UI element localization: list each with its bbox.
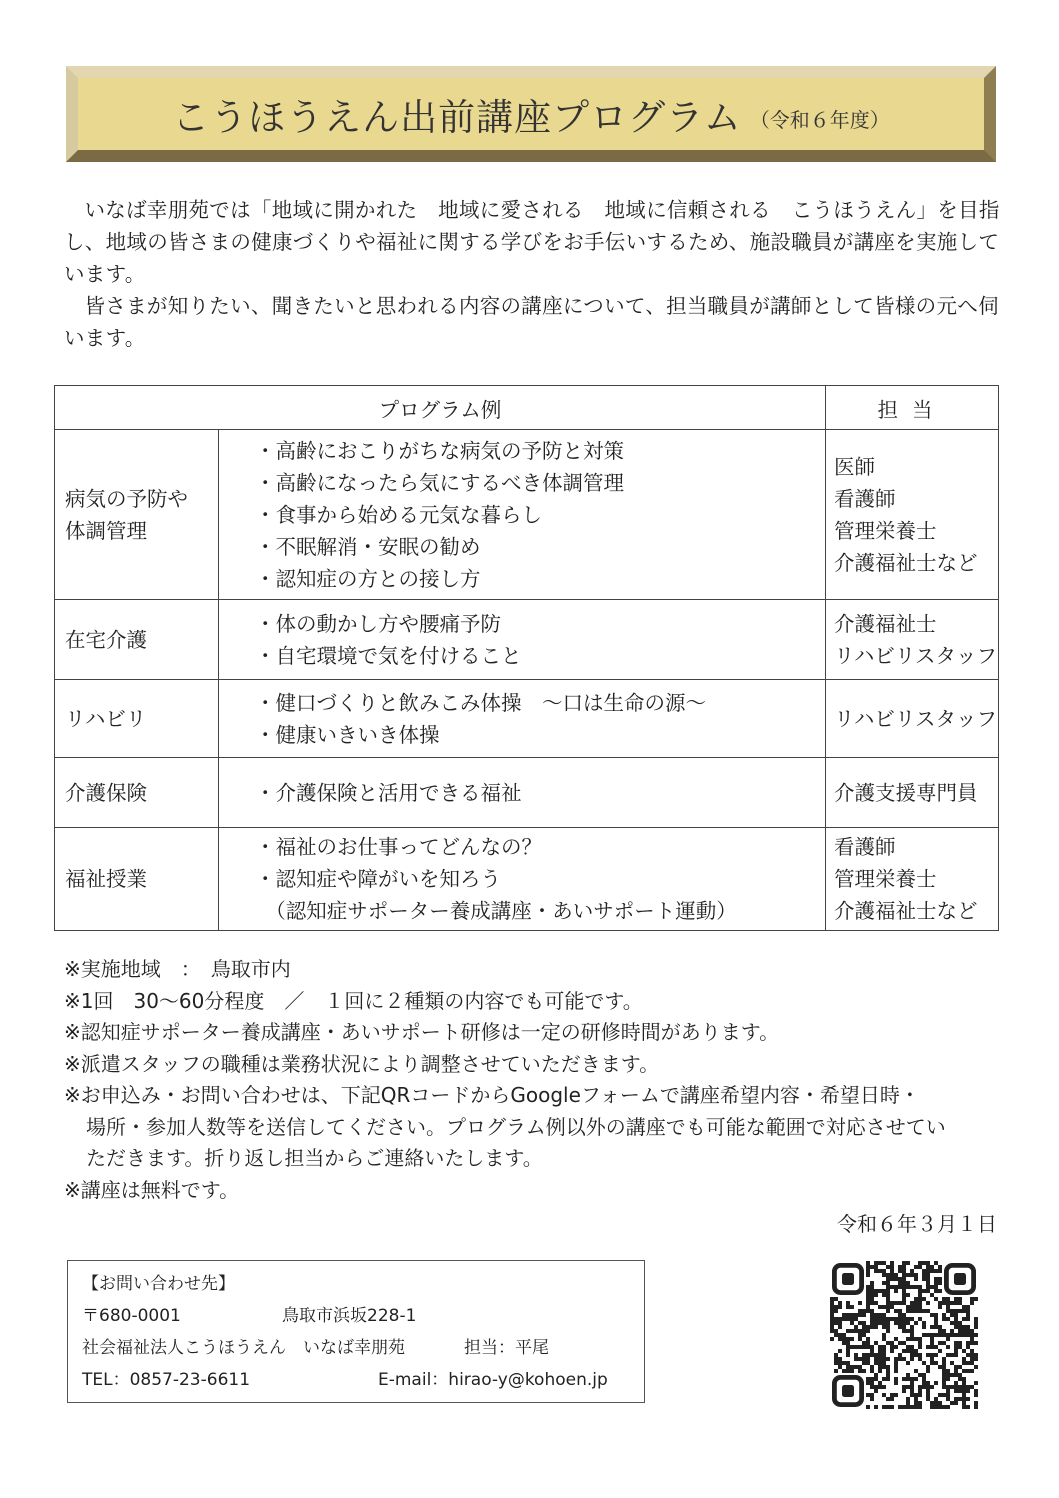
row-category bbox=[55, 430, 219, 600]
contact-tel-row bbox=[82, 1364, 630, 1396]
row-staff bbox=[826, 828, 999, 931]
notes bbox=[64, 954, 1004, 1206]
table-row bbox=[55, 680, 999, 758]
staff-item: 介護福祉士など bbox=[834, 550, 978, 575]
note-area: ※実施地域 ： 鳥取市内 bbox=[64, 957, 291, 981]
staff-item: 看護師 bbox=[834, 835, 896, 859]
row-staff bbox=[826, 600, 999, 680]
list-item: ・認知症の方との接し方 bbox=[255, 566, 481, 591]
program-table bbox=[54, 385, 999, 931]
row-items bbox=[219, 430, 826, 600]
organization: 社会福祉法人こうほうえん いなば幸朋苑 bbox=[82, 1338, 405, 1358]
list-item: ・高齢におこりがちな病気の予防と対策 bbox=[255, 438, 624, 463]
table-row bbox=[55, 828, 999, 931]
staff-item: 医師 bbox=[834, 454, 876, 479]
page-subtitle: （令和６年度） bbox=[749, 107, 890, 132]
list-item: ・食事から始める元気な暮らし bbox=[255, 502, 542, 527]
header-program: プログラム例 bbox=[55, 386, 826, 430]
contact-address-row bbox=[82, 1300, 630, 1332]
note-free: ※講座は無料です。 bbox=[64, 1177, 240, 1202]
category-line: 病気の予防や bbox=[65, 486, 188, 511]
staff-item: 管理栄養士 bbox=[834, 867, 937, 891]
row-items bbox=[219, 680, 826, 758]
contact-person: 担当：平尾 bbox=[464, 1338, 549, 1358]
intro-paragraph-2: 皆さまが知りたい、聞きたいと思われる内容の講座について、担当職員が講師として皆様の元へ伺います。 bbox=[64, 294, 999, 350]
staff-item: リハビリスタッフ bbox=[834, 706, 997, 731]
list-item: ・不眠解消・安眠の勧め bbox=[255, 534, 481, 559]
list-item: ・認知症や障がいを知ろう bbox=[255, 867, 501, 891]
issue-date: 令和６年３月１日 bbox=[837, 1212, 997, 1236]
staff-item: 看護師 bbox=[834, 486, 896, 511]
note-apply: ※お申込み・お問い合わせは、下記QRコードからGoogleフォームで講座希望内容・希望日時・ bbox=[64, 1083, 920, 1107]
row-category: 福祉授業 bbox=[55, 828, 219, 931]
table-header-row bbox=[55, 386, 999, 430]
note-staff: ※派遣スタッフの職種は業務状況により調整させていただきます。 bbox=[64, 1051, 660, 1076]
row-category: リハビリ bbox=[55, 680, 219, 758]
row-staff bbox=[826, 430, 999, 600]
contact-heading: 【お問い合わせ先】 bbox=[82, 1274, 235, 1294]
list-item: （認知症サポーター養成講座・あいサポート運動） bbox=[255, 899, 737, 923]
row-staff bbox=[826, 758, 999, 828]
email-link[interactable]: E-mail：hirao-y@kohoen.jp bbox=[378, 1370, 608, 1390]
contact-box bbox=[67, 1260, 645, 1403]
row-items bbox=[219, 600, 826, 680]
page-title: こうほうえん出前講座プログラム bbox=[172, 96, 742, 139]
row-category: 介護保険 bbox=[55, 758, 219, 828]
staff-item: リハビリスタッフ bbox=[834, 643, 997, 668]
staff-item: 管理栄養士 bbox=[834, 518, 937, 543]
title-plaque bbox=[66, 66, 996, 162]
table-row bbox=[55, 600, 999, 680]
row-items bbox=[219, 758, 826, 828]
list-item: ・健口づくりと飲みこみ体操 ～口は生命の源～ bbox=[255, 690, 706, 715]
row-staff bbox=[826, 680, 999, 758]
row-category: 在宅介護 bbox=[55, 600, 219, 680]
header-staff: 担当 bbox=[826, 386, 999, 430]
list-item: ・健康いきいき体操 bbox=[255, 722, 440, 747]
row-items bbox=[219, 828, 826, 931]
postal-code: 〒680-0001 bbox=[82, 1306, 181, 1326]
phone: TEL：0857-23-6611 bbox=[82, 1370, 251, 1390]
note-training: ※認知症サポーター養成講座・あいサポート研修は一定の研修時間があります。 bbox=[64, 1020, 780, 1044]
note-apply-cont: ただきます。折り返し担当からご連絡いたします。 bbox=[86, 1146, 543, 1170]
category-line: 体調管理 bbox=[65, 518, 147, 543]
address: 鳥取市浜坂228-1 bbox=[282, 1306, 417, 1326]
list-item: ・高齢になったら気にするべき体調管理 bbox=[255, 470, 624, 495]
staff-item: 介護福祉士 bbox=[834, 611, 937, 636]
staff-item: 介護支援専門員 bbox=[834, 780, 978, 805]
note-duration: ※1回 30～60分程度 ／ １回に２種類の内容でも可能です。 bbox=[64, 988, 643, 1013]
table-row bbox=[55, 758, 999, 828]
list-item: ・介護保険と活用できる福祉 bbox=[255, 780, 522, 805]
title-inner bbox=[78, 78, 984, 150]
note-apply-cont: 場所・参加人数等を送信してください。プログラム例以外の講座でも可能な範囲で対応させてい bbox=[86, 1114, 946, 1139]
list-item: ・体の動かし方や腰痛予防 bbox=[255, 611, 501, 636]
list-item: ・自宅環境で気を付けること bbox=[255, 643, 522, 668]
intro-paragraph-1: いなば幸朋苑では「地域に開かれた 地域に愛される 地域に信頼される こうほうえん」を目指し、地域の皆さまの健康づくりや福祉に関する学びをお手伝いするため、施設職員が講座を実施しています。 bbox=[64, 198, 1000, 286]
qr-code[interactable] bbox=[830, 1261, 978, 1409]
intro-text bbox=[64, 194, 1000, 354]
list-item: ・福祉のお仕事ってどんなの？ bbox=[255, 835, 542, 859]
staff-item: 介護福祉士など bbox=[834, 899, 978, 923]
contact-org-row bbox=[82, 1332, 630, 1364]
table-row bbox=[55, 430, 999, 600]
